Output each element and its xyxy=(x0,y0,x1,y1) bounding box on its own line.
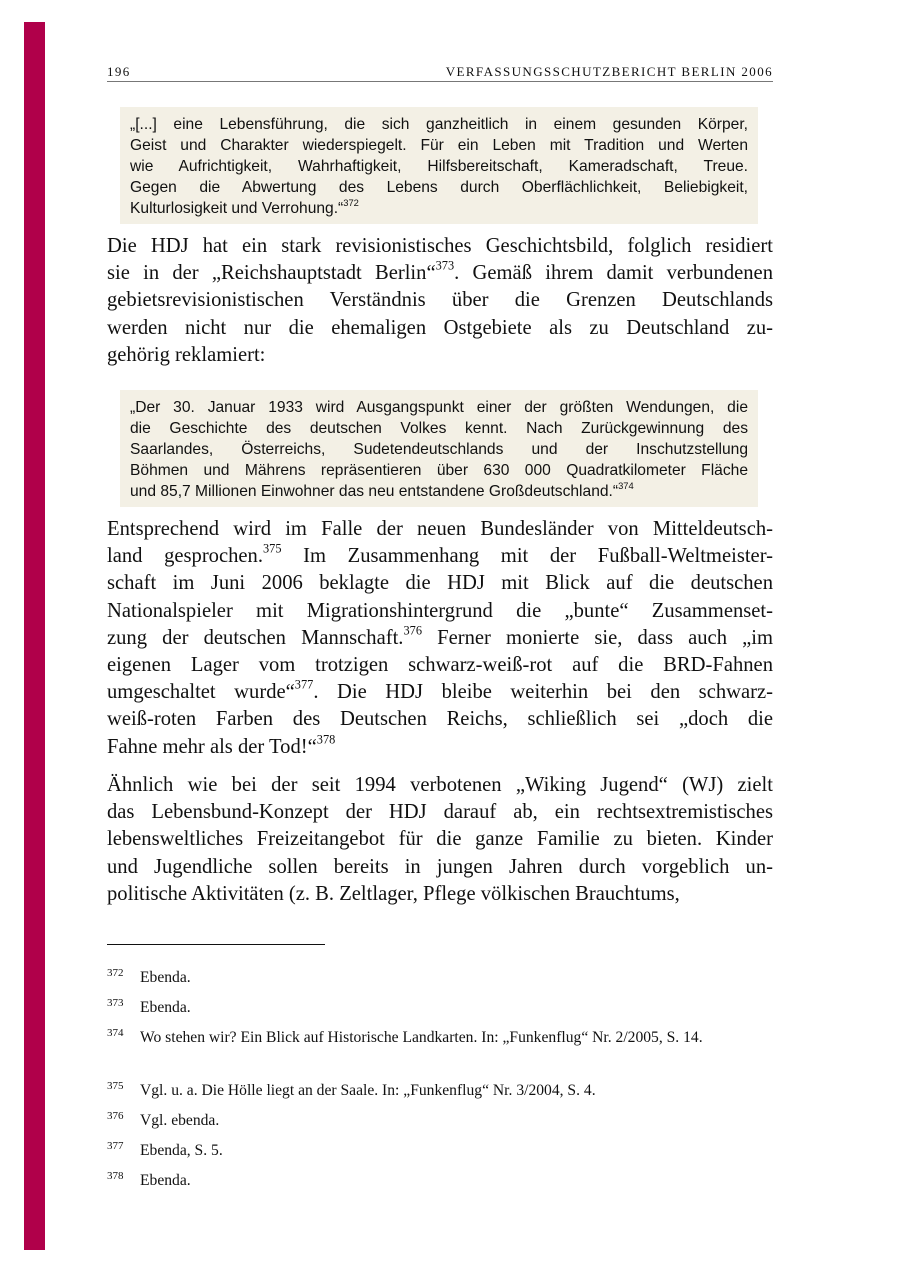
block-quote-2 xyxy=(120,390,758,507)
text-segment: gebietsrevisionistischen Verständnis über die Grenzen Deutschlands xyxy=(107,289,773,312)
text-segment: zung der deutschen Mannschaft. xyxy=(107,626,404,649)
footnote-number: 372 xyxy=(107,967,124,979)
text-segment: „[...] eine Lebensführung, die sich ganzheitlich in einem gesunden Körper, xyxy=(130,116,748,133)
text-segment: land gesprochen. xyxy=(107,545,263,568)
margin-color-bar xyxy=(24,22,45,1250)
text-segment: Im Zusammenhang mit der Fußball-Weltmeister- xyxy=(281,545,773,568)
running-header xyxy=(107,62,773,82)
text-line xyxy=(107,233,773,260)
paragraph-2 xyxy=(107,516,773,761)
text-line xyxy=(107,342,773,369)
footnote-reference: 373 xyxy=(435,258,455,273)
text-segment: Entsprechend wird im Falle der neuen Bundesländer von Mitteldeutsch- xyxy=(107,518,773,540)
text-segment: Die HDJ hat ein stark revisionistisches Geschichtsbild, folglich residiert xyxy=(107,235,773,257)
text-line xyxy=(130,439,748,460)
text-segment: Ferner monierte sie, dass auch „im xyxy=(422,626,774,649)
footnote xyxy=(107,1027,773,1049)
footnote-text: Wo stehen wir? Ein Blick auf Historische Landkarten. In: „Funkenflug“ Nr. 2/2005, S. 14. xyxy=(140,1029,703,1046)
text-segment: werden nicht nur die ehemaligen Ostgebiete als zu Deutschland zu- xyxy=(107,316,773,339)
text-segment: lebensweltliches Freizeitangebot für die ganze Familie zu bieten. Kinder xyxy=(107,828,773,851)
footnote xyxy=(107,1110,773,1132)
text-line xyxy=(130,156,748,177)
text-line xyxy=(130,397,748,418)
text-line xyxy=(130,114,748,135)
text-segment: politische Aktivitäten (z. B. Zeltlager, Pflege völkischen Brauchtums, xyxy=(107,882,680,905)
text-segment: gehörig reklamiert: xyxy=(107,343,266,366)
text-line xyxy=(107,772,773,799)
block-quote-1 xyxy=(120,107,758,224)
text-segment: eigenen Lager vom trotzigen schwarz-weiß-rot auf die BRD-Fahnen xyxy=(107,653,773,676)
text-line xyxy=(107,287,773,314)
footnote-number: 373 xyxy=(107,997,124,1009)
text-segment: Geist und Charakter wiederspiegelt. Für ein Leben mit Tradition und Werten xyxy=(130,137,748,154)
footnote-reference: 378 xyxy=(316,732,336,747)
text-segment: . Gemäß ihrem damit verbundenen xyxy=(454,262,773,285)
footnote-reference: 372 xyxy=(343,197,359,208)
paragraph-1 xyxy=(107,233,773,369)
text-segment: Saarlandes, Österreichs, Sudetendeutschlands und der Inschutzstellung xyxy=(130,441,748,458)
text-line xyxy=(130,198,748,219)
text-line xyxy=(107,570,773,597)
text-line xyxy=(107,652,773,679)
text-segment: Gegen die Abwertung des Lebens durch Oberflächlichkeit, Beliebigkeit, xyxy=(130,179,748,196)
footnote-text: Ebenda. xyxy=(140,969,191,986)
text-segment: Fahne mehr als der Tod!“ xyxy=(107,735,317,758)
footnote-text: Ebenda, S. 5. xyxy=(140,1142,223,1159)
text-line xyxy=(107,799,773,826)
paragraph-3 xyxy=(107,772,773,908)
footnote-number: 377 xyxy=(107,1140,124,1152)
running-title: VERFASSUNGSSCHUTZBERICHT BERLIN 2006 xyxy=(445,64,773,79)
footnote-number: 375 xyxy=(107,1080,124,1092)
text-line xyxy=(107,826,773,853)
text-segment: und 85,7 Millionen Einwohner das neu entstandene Großdeutschland.“ xyxy=(130,483,619,500)
footnote xyxy=(107,1080,773,1102)
text-line xyxy=(107,315,773,342)
page-number: 196 xyxy=(107,64,131,79)
footnote-text: Ebenda. xyxy=(140,999,191,1016)
text-line xyxy=(107,625,773,652)
footnote-reference: 376 xyxy=(403,623,422,638)
text-segment: das Lebensbund-Konzept der HDJ darauf ab, ein rechtsextremistisches xyxy=(107,801,773,824)
text-line xyxy=(130,177,748,198)
footnote-text: Ebenda. xyxy=(140,1172,191,1189)
text-line xyxy=(107,881,773,908)
text-segment: Ähnlich wie bei der seit 1994 verbotenen „Wiking Jugend“ (WJ) zielt xyxy=(107,774,773,796)
text-segment: . Die HDJ bleibe weiterhin bei den schwarz- xyxy=(313,681,774,704)
text-line xyxy=(107,706,773,733)
text-line xyxy=(107,543,773,570)
footnote-reference: 375 xyxy=(263,541,282,556)
text-segment: Kulturlosigkeit und Verrohung.“ xyxy=(130,200,344,217)
footnote-reference: 377 xyxy=(294,677,314,692)
text-line xyxy=(130,460,748,481)
text-segment: die Geschichte des deutschen Volkes kennt. Nach Zurückgewinnung des xyxy=(130,420,748,437)
text-line xyxy=(130,418,748,439)
text-segment: Nationalspieler mit Migrationshintergrund die „bunte“ Zusammenset- xyxy=(107,599,773,622)
footnote-number: 378 xyxy=(107,1170,124,1182)
text-line xyxy=(107,679,773,706)
text-line xyxy=(107,854,773,881)
text-segment: wie Aufrichtigkeit, Wahrhaftigkeit, Hilfsbereitschaft, Kameradschaft, Treue. xyxy=(130,158,748,175)
text-segment: schaft im Juni 2006 beklagte die HDJ mit Blick auf die deutschen xyxy=(107,572,773,595)
text-segment: „Der 30. Januar 1933 wird Ausgangspunkt einer der größten Wendungen, die xyxy=(130,399,748,416)
text-line xyxy=(130,135,748,156)
footnote-number: 376 xyxy=(107,1110,124,1122)
footnote xyxy=(107,967,773,989)
text-line xyxy=(107,516,773,543)
footnote-text: Vgl. ebenda. xyxy=(140,1112,220,1129)
text-line xyxy=(107,598,773,625)
footnote-reference: 374 xyxy=(618,480,634,491)
footnote xyxy=(107,1170,773,1192)
text-line xyxy=(107,734,773,761)
text-segment: weiß-roten Farben des Deutschen Reichs, schließlich sei „doch die xyxy=(107,708,773,731)
text-segment: und Jugendliche sollen bereits in jungen Jahren durch vorgeblich un- xyxy=(107,855,773,878)
text-segment: Böhmen und Mährens repräsentieren über 630 000 Quadratkilometer Fläche xyxy=(130,462,748,479)
footnote-separator xyxy=(107,944,325,945)
text-segment: sie in der „Reichshauptstadt Berlin“ xyxy=(107,262,436,285)
footnote-number: 374 xyxy=(107,1027,124,1039)
text-segment: umgeschaltet wurde“ xyxy=(107,681,295,704)
footnote-text: Vgl. u. a. Die Hölle liegt an der Saale. In: „Funkenflug“ Nr. 3/2004, S. 4. xyxy=(140,1082,596,1099)
footnote xyxy=(107,997,773,1019)
footnote xyxy=(107,1140,773,1162)
text-line xyxy=(107,260,773,287)
text-line xyxy=(130,481,748,502)
